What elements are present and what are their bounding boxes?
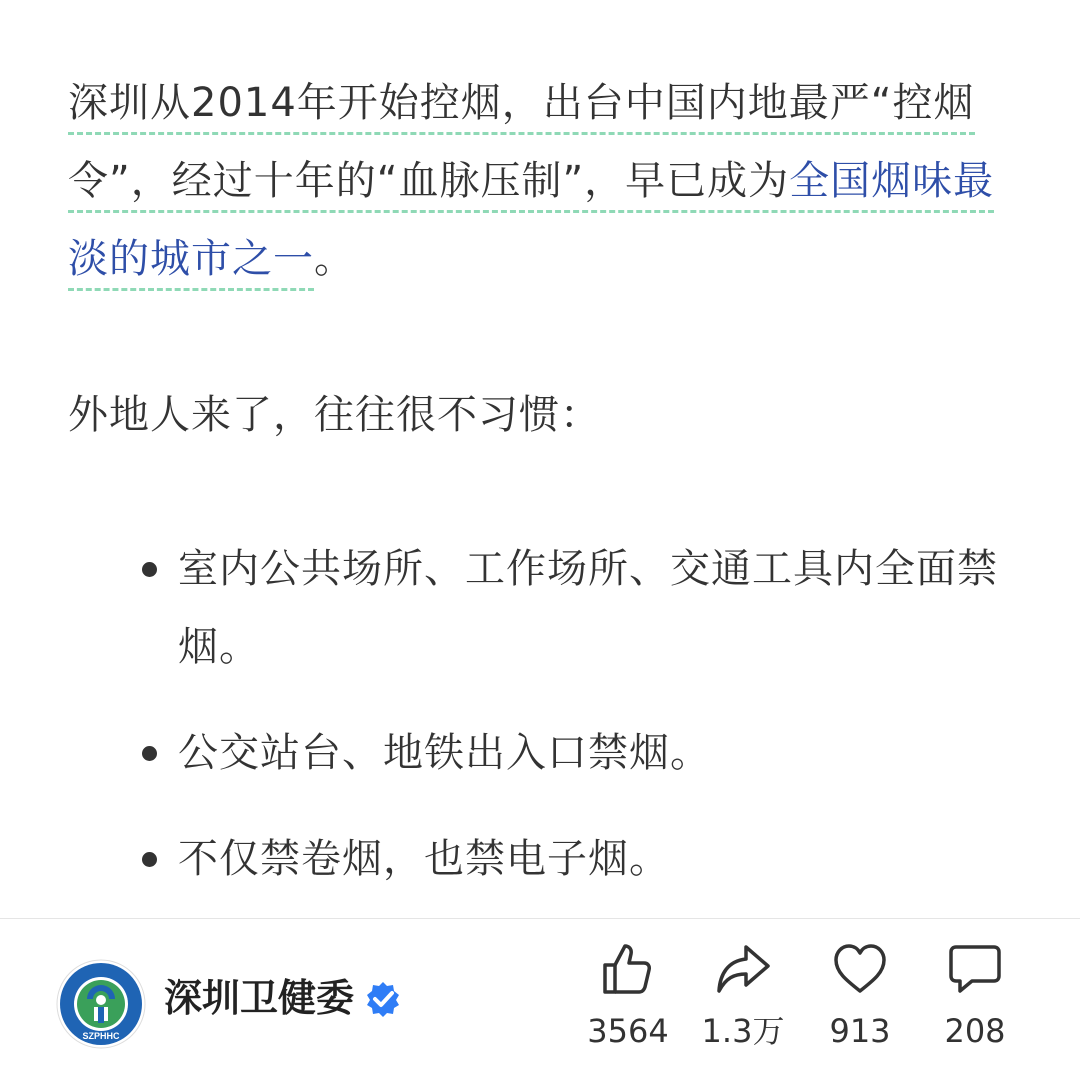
highlighted-sentence [68,80,994,291]
comment-bubble-icon [946,941,1004,997]
list-item: 不仅禁卷烟，也禁电子烟。 [178,820,998,898]
intro-suffix: 。 [314,236,355,282]
like-button[interactable] [568,941,688,1081]
intro-paragraph [68,64,998,298]
highlight-link[interactable]: 全国烟味最淡的城市之一 [68,158,995,282]
heart-icon [831,941,889,997]
share-count: 1.3万 [701,1012,785,1050]
post-footer [0,919,1080,1079]
verified-badge-icon [364,980,402,1018]
list-item: 室内公共场所、工作场所、交通工具内全面禁烟。 [178,530,998,686]
like-count: 3564 [587,1012,669,1050]
second-paragraph: 外地人来了，往往很不习惯： [68,392,601,438]
share-button[interactable] [683,941,803,1081]
thumbs-up-icon [599,941,657,997]
rules-list [178,530,998,926]
favorite-button[interactable] [800,941,920,1081]
comment-button[interactable] [915,941,1035,1081]
list-item: 公交站台、地铁出入口禁烟。 [178,714,998,792]
favorite-count: 913 [829,1012,891,1050]
share-arrow-icon [714,941,772,997]
intro-text: 深圳从2014年开始控烟，出台中国内地最严“控烟令”，经过十年的“血脉压制”，早已成为 [68,80,975,204]
comment-count: 208 [944,1012,1006,1050]
szphhc-logo-icon[interactable] [56,959,146,1049]
logo-abbr: SZPHHC [82,1031,120,1041]
account-name[interactable]: 深圳卫健委 [164,976,355,1020]
